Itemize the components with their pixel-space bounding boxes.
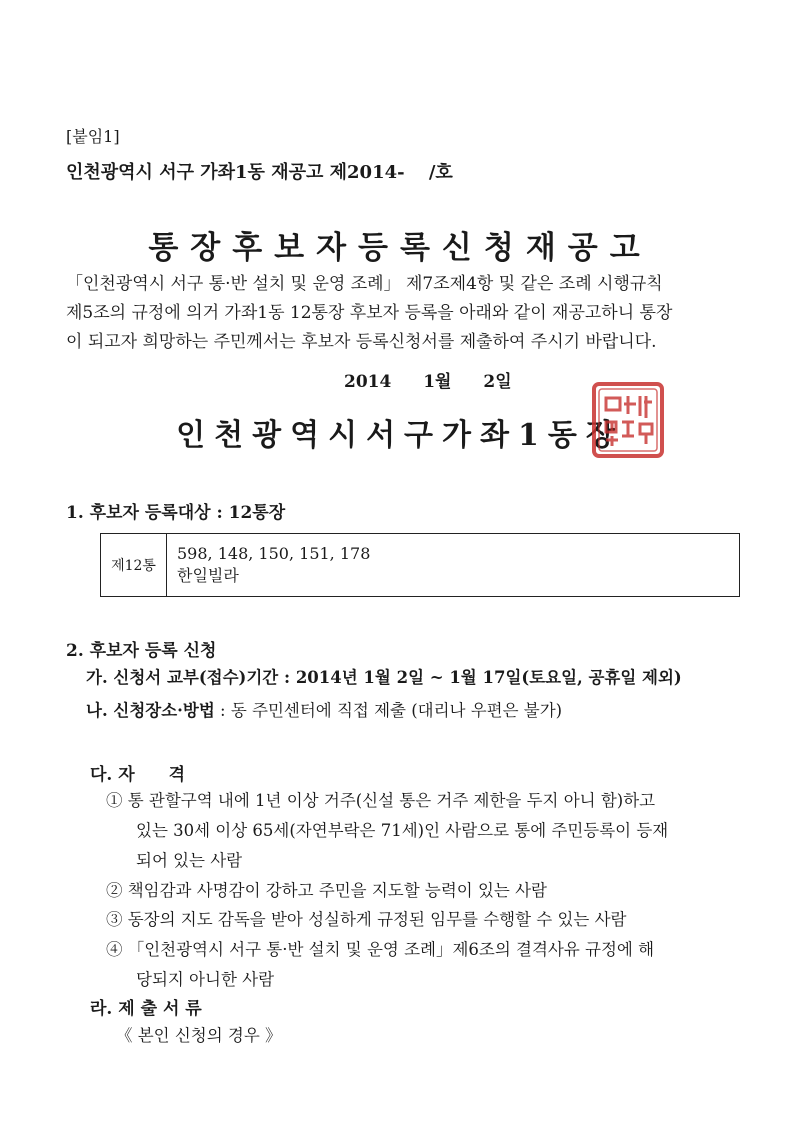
qualification-item-continued: 있는 30세 이상 65세(자연부락은 71세)인 사람으로 통에 주민등록이 등재 (136, 821, 669, 840)
qualification-item-continued: 당되지 아니한 사람 (136, 970, 275, 989)
qualification-item: ③ 동장의 지도 감독을 받아 성실하게 규정된 임무를 수행할 수 있는 사람 (106, 910, 627, 929)
qualification-heading: 다. 자 격 (90, 765, 186, 785)
address-numbers: 598, 148, 150, 151, 178 (177, 544, 371, 563)
application-period: 가. 신청서 교부(접수)기간 : 2014년 1월 2일 ~ 1월 17일(토요일, 공휴일 제외) (86, 668, 682, 687)
attachment-label: [붙임1] (66, 127, 120, 146)
notice-body (66, 270, 756, 357)
section-2-heading: 2. 후보자 등록 신청 (66, 641, 217, 661)
body-line: 「인천광역시 서구 통·반 설치 및 운영 조례」 제7조제4항 및 같은 조례 시행규칙 (66, 274, 663, 294)
official-seal-stamp (588, 378, 668, 462)
table-label-cell: 제12통 (101, 534, 167, 597)
qualification-item: ④ 「인천광역시 서구 통·반 설치 및 운영 조례」제6조의 결격사유 규정에 해 (106, 940, 655, 959)
document-title: 통장후보자등록신청재공고 (148, 230, 652, 266)
body-line: 이 되고자 희망하는 주민께서는 후보자 등록신청서를 제출하여 주시기 바랍니다. (66, 332, 657, 352)
issuer-name: 인천광역시서구가좌1동장 (176, 418, 624, 453)
table-content-cell (167, 534, 740, 597)
qualification-item-continued: 되어 있는 사람 (136, 851, 243, 870)
qualification-item: ② 책임감과 사명감이 강하고 주민을 지도할 능력이 있는 사람 (106, 881, 547, 900)
building-name: 한일빌라 (177, 566, 239, 585)
qualification-item: ① 통 관할구역 내에 1년 이상 거주(신설 통은 거주 제한을 두지 아니 함)하고 (106, 791, 656, 810)
section-1-heading: 1. 후보자 등록대상 : 12통장 (66, 503, 286, 523)
body-line: 제5조의 규정에 의거 가좌1동 12통장 후보자 등록을 아래와 같이 재공고하니 통장 (66, 303, 673, 323)
self-application-case: 《 본인 신청의 경우 》 (116, 1026, 282, 1045)
application-place-label: 나. 신청장소·방법 (86, 701, 215, 720)
application-place-text: : 동 주민센터에 직접 제출 (대리나 우편은 불가) (214, 701, 563, 720)
application-place (86, 697, 562, 721)
target-area-table (100, 533, 740, 597)
notice-date: 2014 1월 2일 (344, 372, 512, 392)
documents-heading: 라. 제 출 서 류 (90, 999, 202, 1019)
notice-number: 인천광역시 서구 가좌1동 재공고 제2014- /호 (66, 162, 453, 183)
